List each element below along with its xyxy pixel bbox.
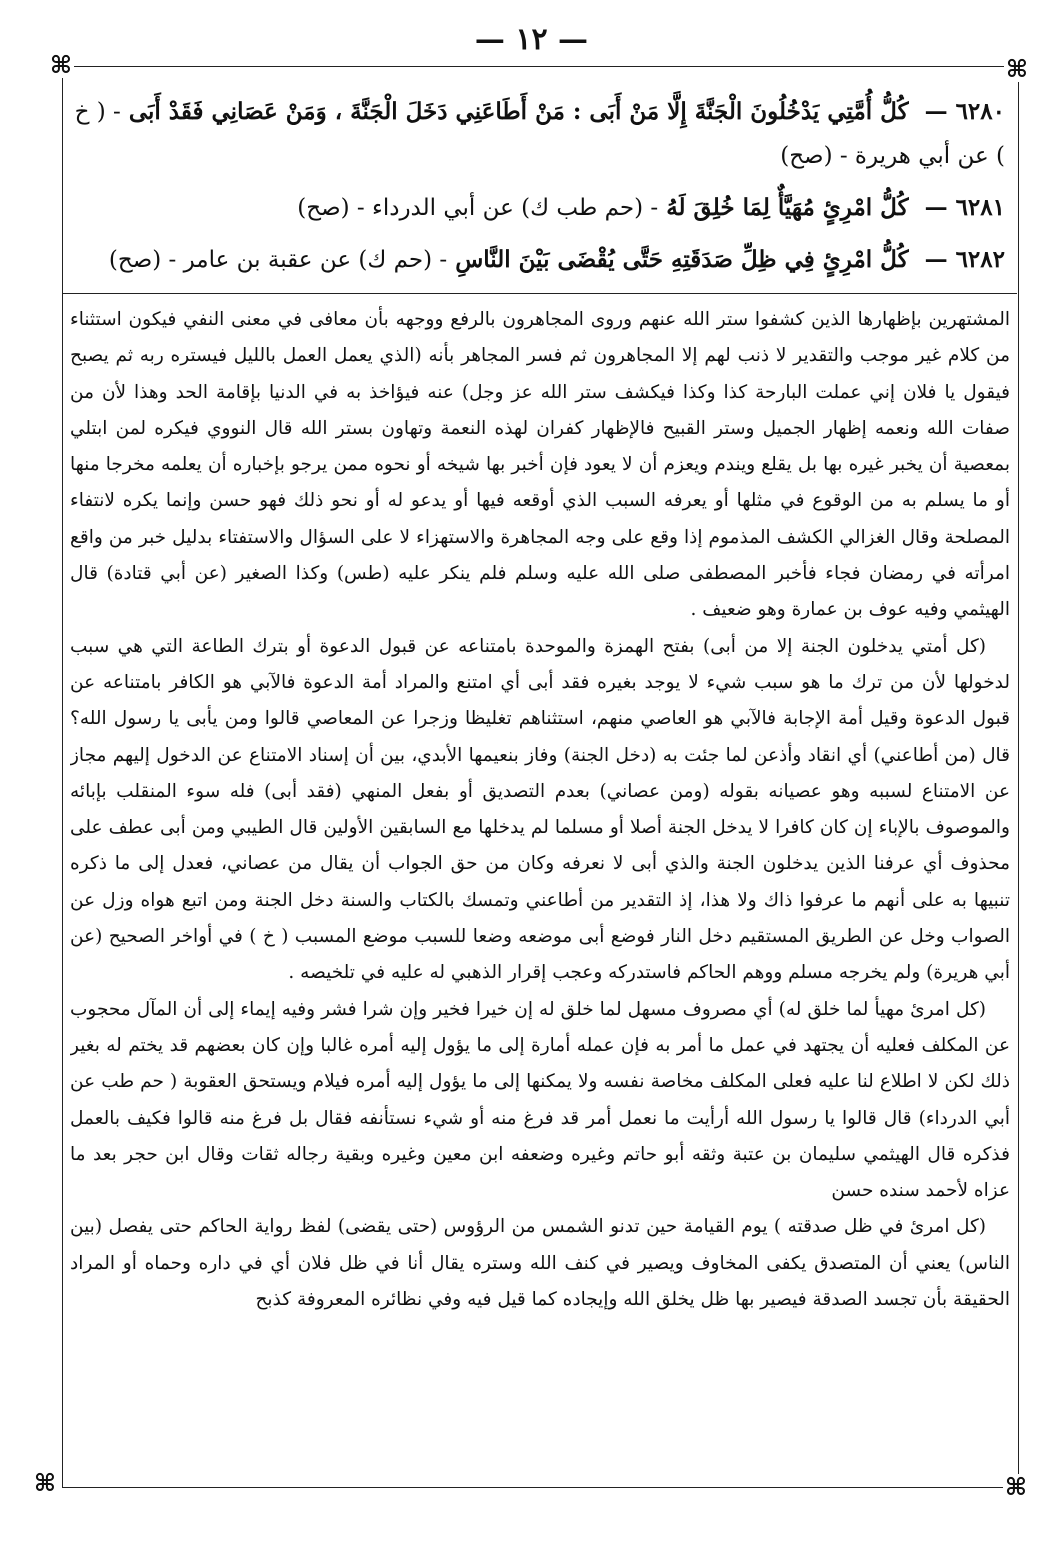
hadith-number: ٦٢٨٠ —: [924, 98, 1005, 125]
commentary-paragraph: (كل أمتي يدخلون الجنة إلا من أبى) بفتح الهمزة والموحدة بامتناعه عن قبول الدعوة أو بترك الطاعة التي هي سبب لدخولها لأن من ترك ما هو سبب شيء لا يوجد بغيره فقد أبى أي امتنع والمراد أمة الدعوة فالآبي هو الكافر بامتناعه عن قبول الدعوة وقيل أمة الإجابة فالآبي هو العاصي منهم، استثناهم تغليظا وزجرا عن المعاصي قالوا ومن يأبى يا رسول الله؟ قال (من أطاعني) أي انقاد وأذعن لما جئت به (دخل الجنة) وفاز بنعيمها الأبدي، بين أن إسناد الامتناع عن الدخول إليهم مجاز عن الامتناع لسببه وهو عصيانه بقوله (ومن عصاني) بعدم التصديق أو بفعل المنهي (فقد أبى) فله سوء المنقلب بإبائه والموصوف بالإباء إن كان كافرا لا يدخل الجنة أصلا أو مسلما لم يدخلها مع السابقين الأولين قال الطيبي ومن أبى عطف على محذوف أي عرفنا الذين يدخلون الجنة والذي أبى لا نعرفه وكان من حق الجواب أن يقال من عصاني، فعدل إلى ما ذكره تنبيها به على أنهم ما عرفوا ذاك ولا هذا، إذ التقدير من أطاعني وتمسك بالكتاب والسنة دخل الجنة ومن اتبع هواه وزل عن الصواب وخل عن الطريق المستقيم دخل النار فوضع أبى موضعه وضعا للسبب موضع المسبب ( خ ) في أواخر الصحيح (عن أبي هريرة) ولم يخرجه مسلم ووهم الحاكم فاستدركه وعجب إقرار الذهبي له عليه في تلخيصه .: [70, 635, 1010, 984]
hadith-source: - (حم طب ك) عن أبي الدرداء - (صح): [297, 195, 659, 221]
hadith-text: كُلُّ أُمَّتِي يَدْخُلُونَ الْجَنَّةَ إِلَّا مَنْ أَبَى : مَنْ أَطَاعَنِي دَخَلَ الْجَنَّةَ ، وَمَنْ عَصَانِي فَقَدْ أَبَى: [128, 98, 909, 125]
corner-ornament-icon: ⌘: [1005, 54, 1029, 83]
hadith-entry: [70, 238, 1005, 282]
section-divider: [62, 293, 1017, 294]
corner-ornament-icon: ⌘: [49, 50, 73, 79]
hadith-source: - ( خ ) عن أبي هريرة - (صح): [74, 99, 1005, 169]
hadith-text: كُلُّ امْرِئٍ فِي ظِلِّ صَدَقَتِهِ حَتَّى يُقْضَى بَيْنَ النَّاسِ: [455, 246, 909, 273]
hadith-number: ٦٢٨٢ —: [924, 246, 1005, 273]
hadith-entry: [70, 90, 1005, 178]
commentary-section: [70, 302, 1010, 1482]
hadith-number: ٦٢٨١ —: [924, 194, 1005, 221]
commentary-paragraph: المشتهرين بإظهارها الذين كشفوا ستر الله عنهم وروى المجاهرون بالرفع ووجهه بأن معافى في معنى النفي فيكون استثناء من كلام غير موجب والتقدير لا ذنب لهم إلا المجاهرون ثم فسر المجاهر بأنه (الذي يعمل العمل بالليل فيستره ربه ثم يصبح فيقول يا فلان إني عملت البارحة كذا وكذا فيكشف ستر الله عز وجل) عنه فيؤاخذ به في الدنيا بإقامة الحد وهذا لأن من صفات الله ونعمه إظهار الجميل وستر القبيح فالإظهار كفران لهذه النعمة وتهاون بستر الله قال النووي فيكره لمن ابتلي بمعصية أن يخبر غيره بها بل يقلع ويندم ويعزم أن لا يعود فإن أخبر بها شيخه أو نحوه ممن يرجو بإخباره أن يعلمه مخرجا منها أو ما يسلم به من الوقوع في مثلها أو يعرفه السبب الذي أوقعه فيها أو يدعو له أو نحو ذلك فهو حسن وإنما يكره لانتفاء المصلحة وقال الغزالي الكشف المذموم إذا وقع على وجه المجاهرة والاستهزاء لا على السؤال والاستفتاء بدليل خبر من واقع امرأته في رمضان فجاء فأخبر المصطفى صلى الله عليه وسلم فلم ينكر عليه (طس) وكذا الصغير (عن أبي قتادة) قال الهيثمي وفيه عوف بن عمارة وهو ضعيف .: [70, 309, 1010, 621]
hadith-text: كُلُّ امْرِئٍ مُهَيَّأٌ لِمَا خُلِقَ لَهُ: [666, 194, 909, 221]
hadith-source: - (حم ك) عن عقبة بن عامر - (صح): [108, 247, 448, 273]
page-number: — ١٢ —: [474, 22, 589, 57]
corner-ornament-icon: ⌘: [33, 1468, 57, 1497]
commentary-paragraph: (كل امرئ في ظل صدقته ) يوم القيامة حين تدنو الشمس من الرؤوس (حتى يقضى) لفظ رواية الحاكم حتى يفصل (بين الناس) يعني أن المتصدق يكفى المخاوف ويصير في كنف الله وستره يقال أنا في ظل فلان أي في داره وحماه أو المراد الحقيقة بأن تجسد الصدقة فيصير بها ظل يخلق الله وإيجاده كما قيل فيه وفي نظائره المعروفة كذبح: [70, 1216, 1010, 1311]
commentary-paragraph: (كل امرئ مهيأ لما خلق له) أي مصروف مسهل لما خلق له إن خيرا فخير وإن شرا فشر وفيه إيماء إلى أن المآل محجوب عن المكلف فعليه أن يجتهد في عمل ما أمر به فإن عمله أمارة إلى ما يؤول إليه أمره غالبا وإن كان بعضهم قد يختم له بغير ذلك لكن لا اطلاع لنا عليه فعلى المكلف مخاصة نفسه ولا يمكنها إلى ما يؤول إليه أمره فيلام ويستحق العقوبة ( حم طب عن أبي الدرداء) قال قالوا يا رسول الله أرأيت ما نعمل أمر قد فرغ منه أو شيء نستأنفه فقال بل فرغ منه قالوا فكيف بالعمل فذكره قال الهيثمي سليمان بن عتبة وثقه أبو حاتم وغيره وضعفه ابن معين وغيره وبقية رجاله ثقات وقال ابن حجر بعد ما عزاه لأحمد سنده حسن: [70, 998, 1010, 1202]
hadith-section: [70, 90, 1005, 290]
corner-ornament-icon: ⌘: [1004, 1472, 1028, 1501]
hadith-entry: [70, 186, 1005, 230]
